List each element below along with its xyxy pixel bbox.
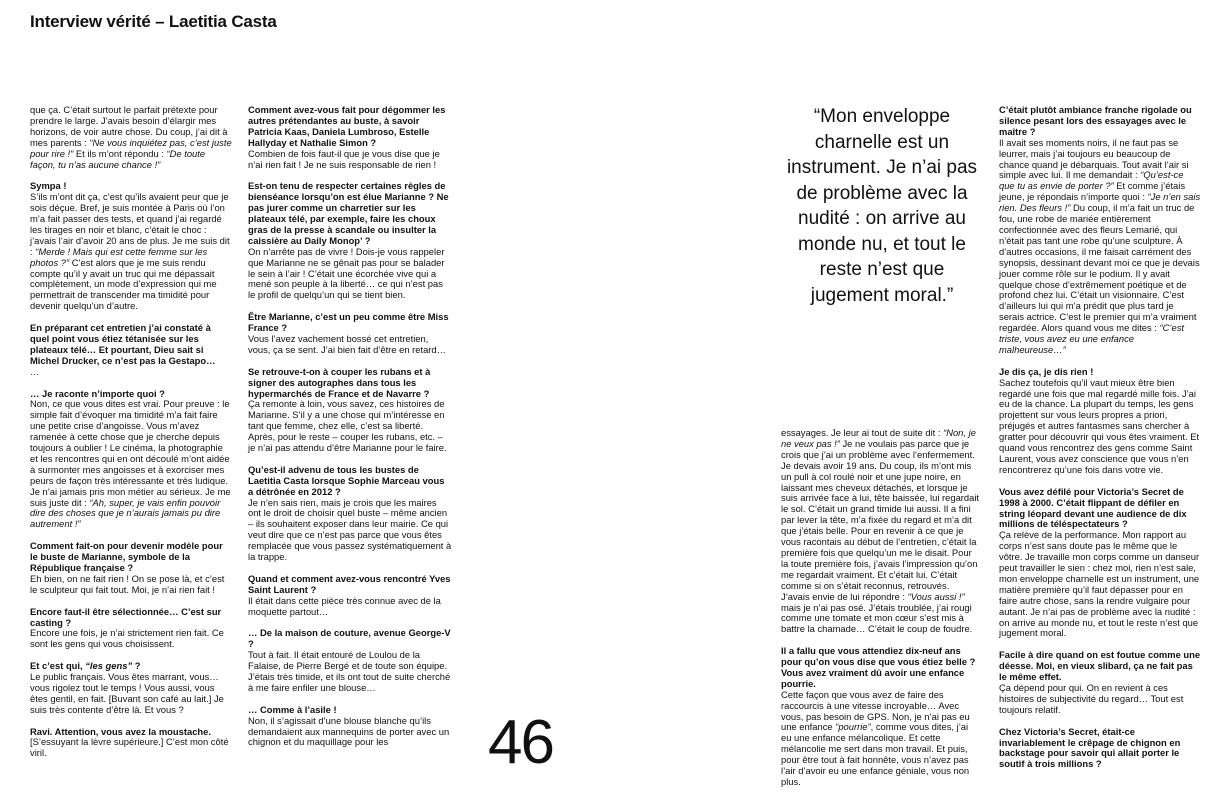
question-text: Quand et comment avez-vous rencontré Yves Saint Laurent ? [248,572,451,595]
answer-text: “Ah, super, je vais enfin pouvoir dire des choses que je n’aurais jamais pu dire autrement !” [30,496,221,530]
question-text: Facile à dire quand on est foutue comme une déesse. Moi, en vieux slibard, ça ne fait pas le même effet. [999,649,1201,683]
answer-text: Et comme j’étais jeune, je répondais n’importe quoi : [999,180,1186,203]
pull-quote: “Mon enveloppe charnelle est un instrument. Je n’ai pas de problème avec la nudité : on arrive au monde nu, et tout le reste n’est que jugement moral.” [786,106,978,306]
question-text: Et c’est qui, [30,660,86,672]
answer-text: Il avait ses moments noirs, il ne faut pas se leurrer, mais j’ai toujours eu beaucoup de chance quand je débarquais. Tout avait l’air si simple avec lui. Il me demandait : [999,136,1189,181]
answer-text: “De toute façon, tu n’as aucune chance !” [30,147,206,170]
paragraph [30,607,232,651]
answer-text: “C’est triste, vous avez eu une enfance malheureuse…” [999,322,1184,355]
paragraph [248,367,452,454]
answer-text: Ça remonte à loin, vous savez, ces histoires de Marianne. S’il y a une chose qui m’intéresse en tant que femme, chez elle, c’est sa liberté. Après, pour le reste – couper les rubans, etc. – je n’ai pas attendu d’être Marianne pour le faire. [248,398,447,454]
paragraph [248,628,452,693]
paragraph [999,105,1201,356]
answer-text: “Je n’en sais rien. Des fleurs !” [999,191,1201,214]
answer-text: Du coup, il m’a fait un truc de fou, une robe de mariée entièrement confectionnée avec des fleurs Lemarié, qui n’était pas tant une robe qu’une sculpture. À d’autres occasions, il me faisait carrément des synopsis, dessinant devant moi ce que je devais jouer comme rôle sur le podium. Il y avait quelque chose d’extrêmement poétique et de profond chez lui. C’était un visionnaire. C’est d’ailleurs lui qui m’a prédit que plus tard je serais actrice. C’est le premier qui m’a vraiment regardée. Alors quand vous me dites : [999,202,1200,334]
text-column-2 [248,105,452,759]
question-text: Se retrouve-t-on à couper les rubans et à signer des autographes dans tous les hypermarchés de France et de Navarre ? [248,365,431,399]
question-text: C’était plutôt ambiance franche rigolade ou silence pesant lors des essayages avec le maître ? [999,104,1192,137]
answer-text: mais je n’ai pas osé. J’étais troublée, j’ai rougi comme une tomate et mon cœur s’est mis à battre la chamade… C’était le coup de foudre. [781,601,973,635]
question-text: Vous avez défilé pour Victoria’s Secret de 1998 à 2000. C’était flippant de défiler en string léopard devant une audience de dix millions de téléspectateurs ? [999,485,1187,530]
answer-text: “Ne vous inquiétez pas, c’est juste pour rire !” [30,136,232,159]
paragraph [248,312,452,356]
answer-text: Ça relève de la performance. Mon rapport au corps n’est sans doute pas le même que le vôtre. Je travaille mon corps comme un danseur peut travailler le sien : chez moi, rien n’est sale, mon enveloppe charnelle est un instrument, une matière première qu’il faut dépasser pour en faire autre chose, sans la rendre vulgaire pour autant. Je n’ai pas de problème avec la nudité : on arrive au monde nu, et tout le reste n’est que jugement moral. [999,529,1200,639]
question-text: … De la maison de couture, avenue George-V ? [248,627,451,650]
paragraph [30,323,232,378]
answer-text: Combien de fois faut-il que je vous dise que je n’ai rien fait ! Je ne suis responsable de rien ! [248,147,440,170]
answer-text: Le public français. Vous êtes marrant, vous… vous rigolez tout le temps ! Vous aussi, vous êtes gentil, en fait. [Buvant son café au lait.] Je suis très contente d’être là. Et vous ? [30,671,224,715]
page-number: 46 [488,708,553,777]
answer-text: C’est alors que je me suis rendu compte qu’il y avait un truc qui me dépassait complètement, un mode d’expression qui me permettrait de transcender ma timidité pour devenir quelqu’un d’autre. [30,256,217,312]
text-column-3 [781,428,980,799]
answer-text: Je n’en sais rien, mais je crois que les maires ont le droit de choisir quel buste – même ancien – ils souhaitent exposer dans leur mairie. Ce qui veut dire que ce n’est pas parce que vous êtes remplacée que vous passez systématiquement à la trappe. [248,496,452,563]
question-text: Comment avez-vous fait pour dégommer les autres prétendantes au buste, à savoir Patricia Kaas, Daniela Lumbroso, Estelle Hallyday et Nathalie Simon ? [248,104,446,148]
answer-text: Tout à fait. Il était entouré de Loulou de la Falaise, de Pierre Bergé et de toute son équipe. J’étais très timide, et ils ont tout de suite cherché à me faire enfiler une blouse… [248,649,451,693]
answer-text: que ça. C’était surtout le parfait prétexte pour prendre le large. J’avais besoin d’élargir mes horizons, de voir autre chose. Du coup, j’ai dit à mes parents : [30,104,228,148]
answer-text: Cette façon que vous avez de faire des raccourcis à une vitesse incroyable… Avec vous, pas besoin de GPS. Non, je n’ai pas eu une enfance [781,688,970,733]
answer-text: Non, il s’agissait d’une blouse blanche qu’ils demandaient aux mannequins de porter avec un chignon et du maquillage pour les [248,714,450,748]
question-text: … Je raconte n’importe quoi ? [30,387,165,399]
article-title: Interview vérité – Laetitia Casta [30,12,277,31]
answer-text: Encore une fois, je n’ai strictement rien fait. Ce sont les gens qui vous choisissent. [30,627,224,650]
answer-text: On n’arrête pas de vivre ! Dois-je vous rappeler que Marianne ne se gênait pas pour se balader le sein à l’air ! C’était une écorchée vive qui a mené son peuple à la liberté… ce qui n’est pas le profil de quelqu’un qui se tient bien. [248,245,445,301]
paragraph [248,705,452,749]
answer-text: “pourrie” [835,721,871,733]
answer-text: … [30,365,40,377]
answer-text: Non, ce que vous dites est vrai. Pour preuve : le simple fait d’évoquer ma timidité m’a fait faire une petite crise d’angoisse. Vous m’avez ramenée à cette chose que je cherche depuis toujours à oublier ! Le cinéma, la photographie et les rencontres qui en ont découlé m’ont aidée à surmonter mes angoisses et à exorciser mes peurs de façon très intéressante et très ludique. Je n’ai jamais pris mon métier au sérieux. Je me suis juste dit : [30,398,231,508]
answer-text: Il était dans cette pièce très connue avec de la moquette partout… [248,594,441,617]
answer-text: “Qu’est-ce que tu as envie de porter ?” [999,169,1184,192]
question-text: … Comme à l’asile ! [248,703,337,715]
question-text: Ravi. Attention, vous avez la moustache. [30,725,211,737]
paragraph [781,428,980,635]
question-text: Être Marianne, c’est un peu comme être Miss France ? [248,311,449,334]
answer-text: , comme vous dites, j’ai eu une enfance mélancolique. Et cette mélancolie me sert dans mon travail. Et puis, pour être tout à fait honnête, vous n’avez pas l’air d’avoir eu une enfance géniale, vous non plus. [781,721,970,787]
answer-text: [S’essuyant la lèvre supérieure.] C’est mon côté viril. [30,736,229,759]
answer-text: Sachez toutefois qu’il vaut mieux être bien regardé une fois que mal regardé mille fois. J’ai eu de la chance. La plupart du temps, les gens projettent sur vous leurs propres a priori, préjugés et autres fantasmes sans chercher à gratter pour découvrir qui vous êtes vraiment. Et quand vous rencontrez des gens comme Saint Laurent, vous avez conscience que vous n’en rencontrerez qu’une fois dans votre vie. [999,376,1200,475]
answer-text: essayages. Je leur ai tout de suite dit : [781,427,944,438]
paragraph [999,487,1201,640]
paragraph [248,105,452,170]
question-text: Comment fait-on pour devenir modèle pour le buste de Marianne, symbole de la République française ? [30,540,223,573]
answer-text: S’ils m’ont dit ça, c’est qu’ils avaient peur que je sois déçue. Bref, je suis montée à Paris où l’on m’a fait passer des tests, et quand j’ai regardé les tirages en noir et blanc, c’était le choc : j’avais l’air d’avoir 20 ans de plus. Je me suis dit : [30,191,230,257]
answer-text: “Merde ! Mais qui est cette femme sur les photos ?” [30,245,208,268]
paragraph [30,389,232,531]
answer-text: “Non, je ne veux pas !” [781,427,976,449]
text-column-4 [999,105,1201,781]
paragraph [30,661,232,716]
answer-text: “Vous aussi !” [907,590,965,602]
answer-text: Je ne voulais pas parce que je crois que j’ai un problème avec l’enfermement. Je devais avoir 19 ans. Du coup, ils m’ont mis un pull à col roulé noir et une jupe noire, en laissant mes cheveux détachés, et lorsque je suis arrivée face à lui, tête baissée, lui regardait le sol. C’était un grand timide lui aussi. Il a fini par lever la tête, m’a fixée du regard et m’a dit que j’étais belle. Pour en revenir à ce que je vous racontais au début de l’entretien, c’était la première fois que quelqu’un me le disait. Pour la toute première fois, j’avais l’impression qu’on me regardait vraiment. Et c’était lui. C’était comme si on s’était reconnus, retrouvés. J’avais envie de lui répondre : [781,437,980,602]
question-text: Sympa ! [30,180,67,192]
question-text: Je dis ça, je dis rien ! [999,365,1094,377]
paragraph [781,646,980,788]
paragraph [30,727,232,760]
paragraph [30,541,232,596]
question-text: Est-on tenu de respecter certaines règles de bienséance lorsqu’on est élue Marianne ? Ne pas jurer comme un charretier sur les plateaux télé, par exemple, faire les choux gras de la presse à scandale ou insulter la caissière au Daily Monop’ ? [248,180,449,246]
answer-text: Vous l’avez vachement bossé cet entretien, vous, ça se sent. J’ai bien fait d’être en retard… [248,333,447,355]
question-text: ? [132,660,141,672]
question-text: Qu’est-il advenu de tous les bustes de Laetitia Casta lorsque Sophie Marceau vous a détrônée en 2012 ? [248,463,445,497]
paragraph [30,105,232,170]
question-text: Encore faut-il être sélectionnée… C’est sur casting ? [30,605,222,628]
question-text: En préparant cet entretien j’ai constaté à quel point vous étiez tétanisée sur les plateaux télé… Et pourtant, Dieu sait si Michel Drucker, ce n’est pas la Gestapo… [30,322,216,366]
paragraph [999,367,1201,476]
question-text: Chez Victoria’s Secret, était-ce invariablement le crêpage de chignon en backstage pour savoir qui allait porter le soutif à trois millions ? [999,725,1181,770]
paragraph [999,727,1201,771]
text-column-1 [30,105,232,770]
question-text: “les gens” [85,660,133,672]
answer-text: Et ils m’ont répondu : [73,147,167,159]
paragraph [248,574,452,618]
question-text: Il a fallu que vous attendiez dix-neuf ans pour qu’on vous dise que vous étiez belle ? Vous avez vraiment dû avoir une enfance pourrie. [781,645,976,689]
paragraph [999,650,1201,715]
paragraph [30,181,232,312]
answer-text: Ça dépend pour qui. On en revient à ces histoires de subjectivité du regard… Tout est toujours relatif. [999,681,1184,715]
paragraph [248,465,452,563]
paragraph [248,181,452,301]
answer-text: Eh bien, on ne fait rien ! On se pose là, et c’est le sculpteur qui fait tout. Moi, je n’ai rien fait ! [30,572,225,595]
